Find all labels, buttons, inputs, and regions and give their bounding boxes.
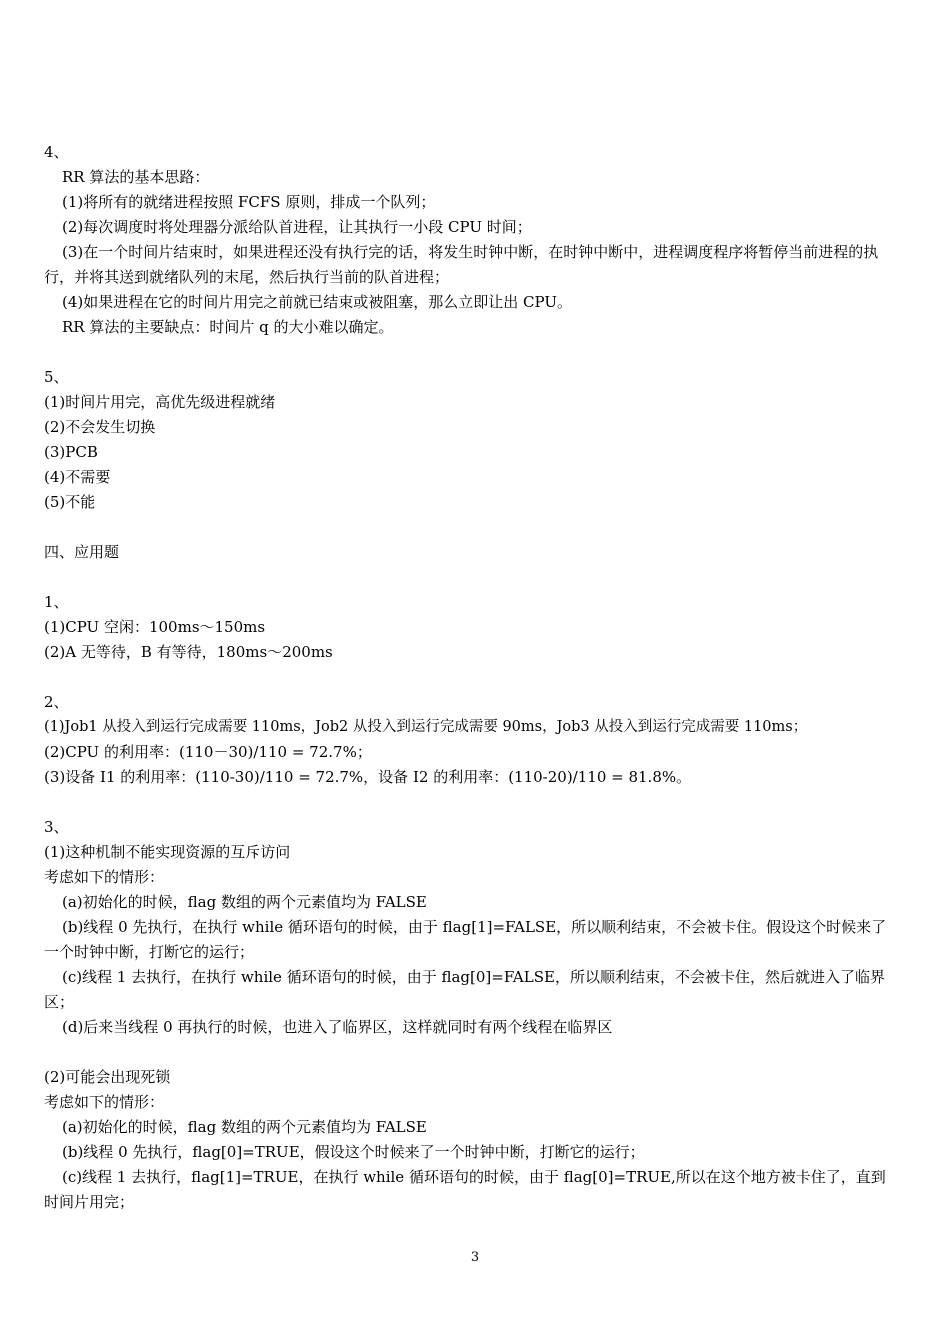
a3-part1-intro: 考虑如下的情形：	[44, 868, 165, 886]
a3-part2-item: (b)线程 0 先执行，flag[0]=TRUE，假设这个时候来了一个时钟中断，打断它的运行；	[62, 1143, 645, 1161]
spacer	[44, 665, 894, 690]
spacer	[44, 1040, 894, 1065]
q5-line: (2)不会发生切换	[44, 418, 156, 436]
q4-heading: 4、	[44, 143, 69, 161]
q5-line: (1)时间片用完，高优先级进程就绪	[44, 393, 276, 411]
a2-line: (3)设备 I1 的利用率：(110-30)/110 = 72.7%，设备 I2 的利用率：(110-20)/110 = 81.8%。	[44, 768, 692, 786]
q4-line: (1)将所有的就绪进程按照 FCFS 原则，排成一个队列；	[62, 193, 436, 211]
document-page	[44, 140, 894, 1215]
a3-part1-item: (c)线程 1 去执行，在执行 while 循环语句的时候，由于 flag[0]=FALSE，所以顺利结束，不会被卡住，然后就进入了临界区；	[44, 968, 885, 1011]
spacer	[44, 565, 894, 590]
q4-line: (2)每次调度时将处理器分派给队首进程，让其执行一小段 CPU 时间；	[62, 218, 532, 236]
a3-part2-item: (a)初始化的时候，flag 数组的两个元素值均为 FALSE	[62, 1118, 427, 1136]
a3-part1-title: (1)这种机制不能实现资源的互斥访问	[44, 843, 291, 861]
q5-line: (5)不能	[44, 493, 96, 511]
a3-part2-title: (2)可能会出现死锁	[44, 1068, 171, 1086]
q5-heading: 5、	[44, 368, 69, 386]
a1-line: (1)CPU 空闲：100ms～150ms	[44, 618, 266, 636]
q4-line: (4)如果进程在它的时间片用完之前就已结束或被阻塞，那么立即让出 CPU。	[62, 293, 572, 311]
a3-part1-item: (b)线程 0 先执行，在执行 while 循环语句的时候，由于 flag[1]=FALSE，所以顺利结束，不会被卡住。假设这个时候来了一个时钟中断，打断它的运行；	[44, 918, 887, 961]
page-number: 3	[470, 1250, 480, 1265]
section-title: 四、应用题	[44, 543, 120, 561]
a3-part1-item: (d)后来当线程 0 再执行的时候，也进入了临界区，这样就同时有两个线程在临界区	[62, 1018, 613, 1036]
a3-part1-item: (a)初始化的时候，flag 数组的两个元素值均为 FALSE	[62, 893, 427, 911]
q4-line: (3)在一个时间片结束时，如果进程还没有执行完的话，将发生时钟中断，在时钟中断中，进程调度程序将暂停当前进程的执行，并将其送到就绪队列的末尾，然后执行当前的队首进程；	[44, 243, 879, 286]
a3-part2-intro: 考虑如下的情形：	[44, 1093, 165, 1111]
q5-line: (4)不需要	[44, 468, 111, 486]
q4-line: RR 算法的基本思路：	[62, 168, 210, 186]
q5-line: (3)PCB	[44, 443, 98, 461]
spacer	[44, 340, 894, 365]
a3-heading: 3、	[44, 818, 69, 836]
a2-heading: 2、	[44, 693, 69, 711]
a3-part2-item: (c)线程 1 去执行，flag[1]=TRUE，在执行 while 循环语句的时候，由于 flag[0]=TRUE,所以在这个地方被卡住了，直到时间片用完；	[44, 1168, 886, 1211]
spacer	[44, 515, 894, 540]
a2-line: (1)Job1 从投入到运行完成需要 110ms，Job2 从投入到运行完成需要 90ms，Job3 从投入到运行完成需要 110ms；	[44, 719, 808, 735]
a1-line: (2)A 无等待，B 有等待，180ms～200ms	[44, 643, 333, 661]
a1-heading: 1、	[44, 593, 69, 611]
spacer	[44, 790, 894, 815]
q4-line: RR 算法的主要缺点：时间片 q 的大小难以确定。	[62, 318, 394, 336]
a2-line: (2)CPU 的利用率：(110－30)/110 = 72.7%；	[44, 743, 372, 761]
